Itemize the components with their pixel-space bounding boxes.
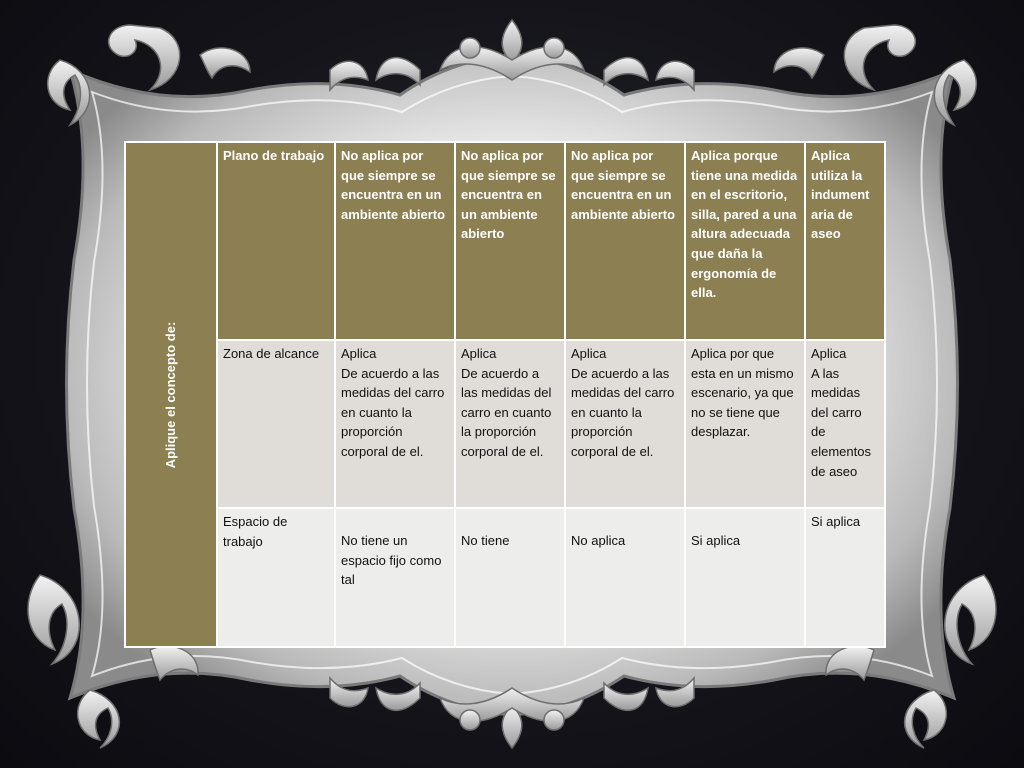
table-cell: Aplica A las medidas del carro de elementos de aseo [805,340,885,508]
table-cell: No aplica [565,508,685,647]
table-cell: Si aplica [805,508,885,647]
table-cell: Si aplica [685,508,805,647]
table-row [125,508,885,647]
table-cell: Aplica por que esta en un mismo escenario, ya que no se tiene que desplazar. [685,340,805,508]
row-header-cell: Plano de trabajo [217,142,335,340]
table-cell: Aplica porque tiene una medida en el escritorio, silla, pared a una altura adecuada que daña la ergonomía de ella. [685,142,805,340]
table-cell: No tiene un espacio fijo como tal [335,508,455,647]
table-cell: No aplica por que siempre se encuentra en un ambiente abierto [565,142,685,340]
row-header-cell: Espacio de trabajo [217,508,335,647]
row-header-cell: Zona de alcance [217,340,335,508]
table-cell: Aplica De acuerdo a las medidas del carro en cuanto la proporción corporal de el. [455,340,565,508]
top-crest-ornament [330,20,694,90]
bottom-crest-ornament [330,678,694,748]
table-cell: Aplica De acuerdo a las medidas del carro en cuanto la proporción corporal de el. [335,340,455,508]
table-cell: No aplica por que siempre se encuentra en un ambiente abierto [335,142,455,340]
side-label: Aplique el concepto de: [163,321,179,468]
table-cell: No aplica por que siempre se encuentra en un ambiente abierto [455,142,565,340]
table-row [125,340,885,508]
table-cell: No tiene [455,508,565,647]
table-cell: Aplica De acuerdo a las medidas del carro en cuanto la proporción corporal de el. [565,340,685,508]
table-row [125,142,885,340]
table-cell: Aplica utiliza la indument aria de aseo [805,142,885,340]
side-label-cell [125,142,217,647]
concept-table [124,141,886,648]
